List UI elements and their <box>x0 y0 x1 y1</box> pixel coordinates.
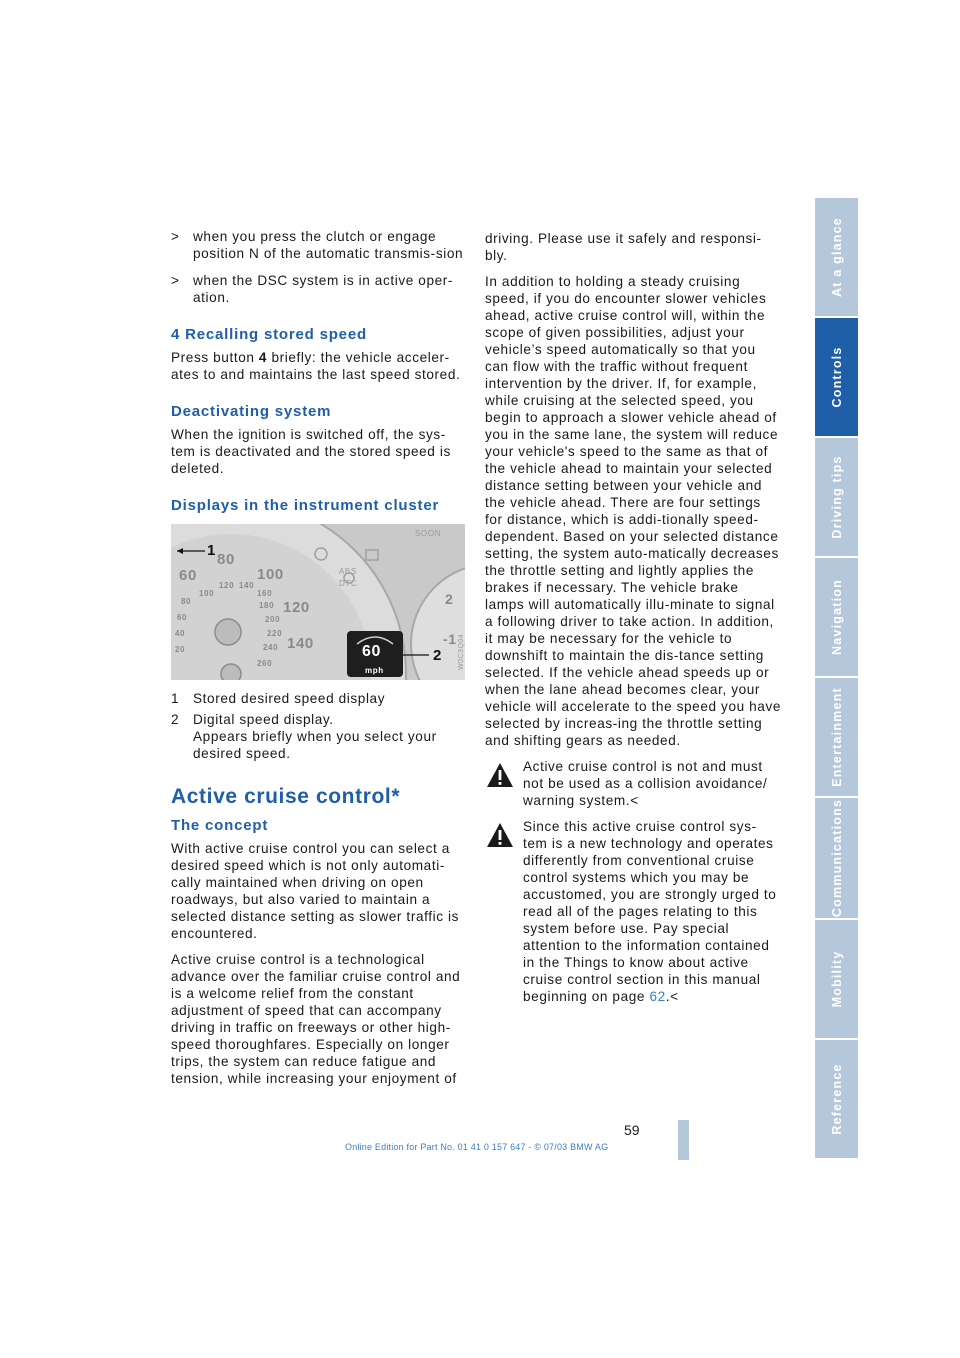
svg-text:SOON: SOON <box>415 529 441 538</box>
figure-callout-2: 2 <box>433 647 442 664</box>
recall-button-number: 4 <box>258 350 268 365</box>
svg-text:120: 120 <box>283 599 310 616</box>
legend-text: Stored desired speed display <box>193 691 386 706</box>
svg-text:20: 20 <box>175 645 186 654</box>
tab-mobility[interactable] <box>815 920 858 1040</box>
svg-text:260: 260 <box>257 659 273 668</box>
warning-icon <box>485 820 515 850</box>
tab-label: Communications <box>829 798 844 918</box>
warning-text-end: .< <box>665 989 679 1004</box>
svg-text:80: 80 <box>217 551 235 568</box>
legend-number: 1 <box>171 691 180 706</box>
tab-controls[interactable] <box>815 318 858 438</box>
concept-paragraph-1: With active cruise control you can select a desired speed which is not only automati-cally maintained when driving on open roadways, but also varied to maintain a selected distance setting as slower traffic is encountered. <box>171 841 460 941</box>
page-number: 59 <box>624 1122 640 1138</box>
digital-speed-unit: mph <box>365 666 384 675</box>
svg-text:DTC: DTC <box>339 579 358 588</box>
deactivating-text: When the ignition is switched off, the sys-tem is deactivated and the stored speed is deleted. <box>171 427 451 476</box>
concept-heading: The concept <box>171 817 269 834</box>
svg-text:180: 180 <box>259 601 275 610</box>
figure-callout-1: 1 <box>207 542 216 559</box>
bullet-marker: > <box>171 273 180 288</box>
warning-text: Active cruise control is not and must not be used as a collision avoidance/ warning system.< <box>523 759 768 808</box>
svg-text:220: 220 <box>267 629 283 638</box>
tab-driving-tips[interactable] <box>815 438 858 558</box>
tab-communications[interactable] <box>815 798 858 920</box>
svg-text:160: 160 <box>257 589 273 598</box>
bullet-text: when the DSC system is in active oper-ation. <box>193 273 454 305</box>
warning-text <box>485 818 781 1005</box>
svg-text:80: 80 <box>181 597 192 606</box>
paragraph-main: In addition to holding a steady cruising speed, if you do encounter slower vehicles ahead, active cruise control will, within the scope of given possibilities, adjust your vehicle’s speed automatically so that you can flow with the traffic without frequent intervention by the driver. If, for example, while cruising at the selected speed, you begin to approach a slower vehicle ahead of you in the same lane, the system will reduce your vehicle's speed to the same as that of the vehicle ahead to maintain your selected distance setting between your vehicle and the vehicle ahead. There are four settings for distance, which is addi-tionally speed-dependent. Based on your selected distance setting, the system auto-matically decreases the throttle setting and lightly applies the brakes if necessary. The vehicle brake lamps will automatically illu-minate to signal a following driver to take action. In addition, it may be necessary for the vehicle to downshift to maintain the dis-tance setting selected. If the vehicle ahead speeds up or when the lane ahead becomes clear, your vehicle will accelerate to the speed you have selected by increas-ing the throttle setting and shifting gears as needed. <box>485 274 782 748</box>
bullet-item <box>171 272 467 306</box>
tab-at-a-glance[interactable] <box>815 198 858 318</box>
figure-code: W0C3Q04 <box>458 633 465 670</box>
concept-paragraph-2: Active cruise control is a technological advance over the familiar cruise control and is a welcome relief from the constant adjustment of speed that can accompany driving in traffic on freeways or other high-speed thoroughfares. Especially on longer trips, the system can reduce fatigue and tension, while increasing your enjoyment of <box>171 952 461 1086</box>
legend-number: 2 <box>171 712 180 727</box>
recall-heading: 4 Recalling stored speed <box>171 326 367 343</box>
tab-label: Reference <box>829 1063 844 1135</box>
legend-item <box>171 690 467 707</box>
displays-heading: Displays in the instrument cluster <box>171 497 440 514</box>
recall-text-post: briefly: the vehicle acceler-ates to and maintains the last speed stored. <box>171 350 461 382</box>
tab-label: Driving tips <box>829 455 844 539</box>
svg-text:40: 40 <box>175 629 186 638</box>
tab-label: Mobility <box>829 950 844 1008</box>
chapter-tabs <box>815 198 858 1160</box>
bullet-item <box>171 228 467 262</box>
svg-text:140: 140 <box>239 581 255 590</box>
bullet-text: when you press the clutch or engage position N of the automatic transmis-sion <box>193 229 464 261</box>
legend-text: Digital speed display. Appears briefly when you select your desired speed. <box>193 712 437 761</box>
svg-text:60: 60 <box>179 567 197 584</box>
warning-note <box>485 758 781 809</box>
svg-text:100: 100 <box>199 589 215 598</box>
svg-text:ABS: ABS <box>339 567 357 576</box>
recall-text-pre: Press button <box>171 350 259 365</box>
footer-text: Online Edition for Part No. 01 41 0 157 647 - © 07/03 BMW AG <box>345 1142 609 1152</box>
paragraph-continuation: driving. Please use it safely and responsi-bly. <box>485 231 762 263</box>
bullet-marker: > <box>171 229 180 244</box>
svg-text:60: 60 <box>177 613 188 622</box>
svg-text:-1: -1 <box>443 631 457 647</box>
warning-icon <box>485 760 515 790</box>
svg-text:100: 100 <box>257 566 284 583</box>
legend-item <box>171 711 467 762</box>
left-column <box>171 228 467 1096</box>
digital-speed-value: 60 <box>362 643 381 660</box>
warning-note <box>485 818 781 1005</box>
page-number-bar <box>678 1120 689 1160</box>
svg-text:120: 120 <box>219 581 235 590</box>
svg-text:140: 140 <box>287 635 314 652</box>
section-title: Active cruise control* <box>171 785 401 808</box>
tab-entertainment[interactable] <box>815 678 858 798</box>
tab-reference[interactable] <box>815 1040 858 1160</box>
svg-text:200: 200 <box>265 615 281 624</box>
svg-text:2: 2 <box>445 591 454 607</box>
right-column <box>485 230 781 1005</box>
tab-label: Navigation <box>829 579 844 655</box>
svg-text:240: 240 <box>263 643 279 652</box>
tab-label: Controls <box>829 346 844 408</box>
deactivating-heading: Deactivating system <box>171 403 332 420</box>
warning-text-body: Since this active cruise control sys-tem is a new technology and operates differently from conventional cruise control systems which you may be accustomed, you are strongly urged to read all of the pages relating to this system before use. Pay special attention to the information contained in the Things to know about active cruise control section in this manual beginning on page <box>523 819 777 1004</box>
tab-label: Entertainment <box>829 687 844 787</box>
recall-text <box>171 349 467 383</box>
page-reference-link[interactable]: 62 <box>649 989 666 1004</box>
tab-label: At a glance <box>829 217 844 297</box>
tab-navigation[interactable] <box>815 558 858 678</box>
instrument-cluster-figure <box>171 524 465 680</box>
